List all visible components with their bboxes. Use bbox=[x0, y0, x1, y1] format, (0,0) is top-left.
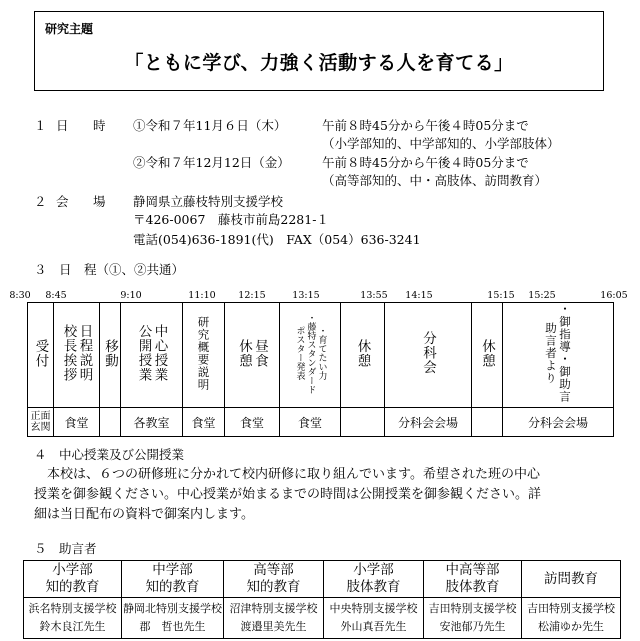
advisor-school: 吉田特別支援学校 bbox=[428, 602, 517, 615]
schedule-place: 分科会会場 bbox=[385, 408, 472, 437]
advisor-cell bbox=[522, 598, 621, 639]
schedule-place: 各教室 bbox=[121, 408, 183, 437]
time2: 午前８時45分から午後４時05分まで bbox=[322, 155, 529, 170]
advisor-cell bbox=[122, 598, 224, 639]
advisor-header: 中高等部 肢体教育 bbox=[424, 561, 522, 598]
time-label: 16:05 bbox=[600, 290, 628, 301]
advisor-header: 訪問教育 bbox=[522, 561, 621, 598]
time-label: 11:10 bbox=[188, 290, 216, 301]
section3-heading: ３ 日 程（①、②共通） bbox=[34, 262, 185, 277]
schedule-item: 受付 bbox=[28, 303, 54, 408]
schedule-item: 昼食 休憩 bbox=[225, 303, 280, 408]
time-label: 15:25 bbox=[528, 290, 556, 301]
date2: ②令和７年12月12日（金） bbox=[133, 155, 290, 170]
schedule-place: 食堂 bbox=[280, 408, 341, 437]
time-label: 8:30 bbox=[9, 290, 31, 301]
advisor-cell bbox=[324, 598, 424, 639]
advisor-cell bbox=[424, 598, 522, 639]
note1: （小学部知的、中学部知的、小学部肢体） bbox=[322, 136, 560, 151]
advisor-header: 中学部 知的教育 bbox=[122, 561, 224, 598]
schedule-place: 食堂 bbox=[183, 408, 225, 437]
section5-heading: ５ 助言者 bbox=[34, 541, 97, 556]
venue-phone: 電話(054)636-1891(代) FAX（054）636-3241 bbox=[133, 232, 421, 247]
time-label: 13:55 bbox=[360, 290, 388, 301]
schedule-place: 正面 玄関 bbox=[28, 408, 54, 437]
time-label: 14:15 bbox=[405, 290, 433, 301]
advisor-name: 松浦ゆか先生 bbox=[538, 620, 604, 633]
time-label: 8:45 bbox=[45, 290, 67, 301]
advisor-name: 鈴木良江先生 bbox=[39, 620, 106, 633]
date1: ①令和７年11月６日（木） bbox=[133, 118, 287, 133]
section1-label: 日 時 bbox=[56, 118, 112, 133]
schedule-item: ・育てたい力 ・藤特スタンダード ポスター発表 bbox=[280, 303, 341, 408]
advisor-cell bbox=[24, 598, 122, 639]
advisor-name: 郡 哲也先生 bbox=[139, 620, 206, 633]
advisor-name: 渡邉里美先生 bbox=[240, 620, 307, 633]
note2: （高等部知的、中・高肢体、訪問教育） bbox=[322, 173, 548, 188]
section4-line3: 細は当日配布の資料で御案内します。 bbox=[34, 507, 254, 522]
section4-heading: ４ 中心授業及び公開授業 bbox=[34, 447, 185, 462]
theme-label: 研究主題 bbox=[45, 22, 94, 36]
theme-box bbox=[34, 11, 604, 91]
section4-line1: 本校は、６つの研修班に分かれて校内研修に取り組んでいます。希望された班の中心 bbox=[47, 467, 540, 482]
time1: 午前８時45分から午後４時05分まで bbox=[322, 118, 529, 133]
schedule-table bbox=[27, 302, 614, 437]
section4-line2: 授業を御参観ください。中心授業が始まるまでの時間は公開授業を御参観ください。詳 bbox=[34, 487, 542, 502]
schedule-place: 食堂 bbox=[54, 408, 100, 437]
theme-title: 「ともに学び、力強く活動する人を育てる」 bbox=[124, 52, 514, 74]
advisor-school: 吉田特別支援学校 bbox=[527, 602, 615, 615]
schedule-item: 研究概要説明 bbox=[183, 303, 225, 408]
advisor-school: 沼津特別支援学校 bbox=[229, 602, 318, 615]
schedule-item: 日程説明 校長挨拶 bbox=[54, 303, 100, 408]
venue-address: 〒426-0067 藤枝市前島2281-１ bbox=[133, 212, 329, 227]
advisor-name: 安池郁乃先生 bbox=[439, 620, 506, 633]
section2-number: ２ bbox=[34, 194, 47, 209]
venue-name: 静岡県立藤枝特別支援学校 bbox=[133, 194, 284, 209]
schedule-place bbox=[472, 408, 503, 437]
advisor-header: 高等部 知的教育 bbox=[224, 561, 324, 598]
schedule-item: ・御指導・御助言 助言者より bbox=[503, 303, 614, 408]
schedule-item: 中心授業 公開授業 bbox=[121, 303, 183, 408]
time-label: 15:15 bbox=[487, 290, 515, 301]
advisor-cell bbox=[224, 598, 324, 639]
advisor-school: 静岡北特別支援学校 bbox=[123, 602, 222, 615]
advisor-school: 浜名特別支援学校 bbox=[28, 602, 117, 615]
schedule-place bbox=[341, 408, 385, 437]
schedule-item: 休憩 bbox=[472, 303, 503, 408]
section1-number: １ bbox=[34, 118, 47, 133]
schedule-place: 食堂 bbox=[225, 408, 280, 437]
advisor-header: 小学部 肢体教育 bbox=[324, 561, 424, 598]
schedule-item: 分科会 bbox=[385, 303, 472, 408]
advisor-school: 中央特別支援学校 bbox=[329, 602, 418, 615]
time-label: 13:15 bbox=[292, 290, 320, 301]
schedule-place: 分科会会場 bbox=[503, 408, 614, 437]
advisors-table bbox=[23, 560, 621, 639]
schedule-item: 休憩 bbox=[341, 303, 385, 408]
time-label: 12:15 bbox=[238, 290, 266, 301]
time-label: 9:10 bbox=[120, 290, 142, 301]
schedule-place bbox=[100, 408, 121, 437]
schedule-item: 移動 bbox=[100, 303, 121, 408]
advisor-name: 外山真吾先生 bbox=[340, 620, 407, 633]
advisor-header: 小学部 知的教育 bbox=[24, 561, 122, 598]
section2-label: 会 場 bbox=[56, 194, 112, 209]
